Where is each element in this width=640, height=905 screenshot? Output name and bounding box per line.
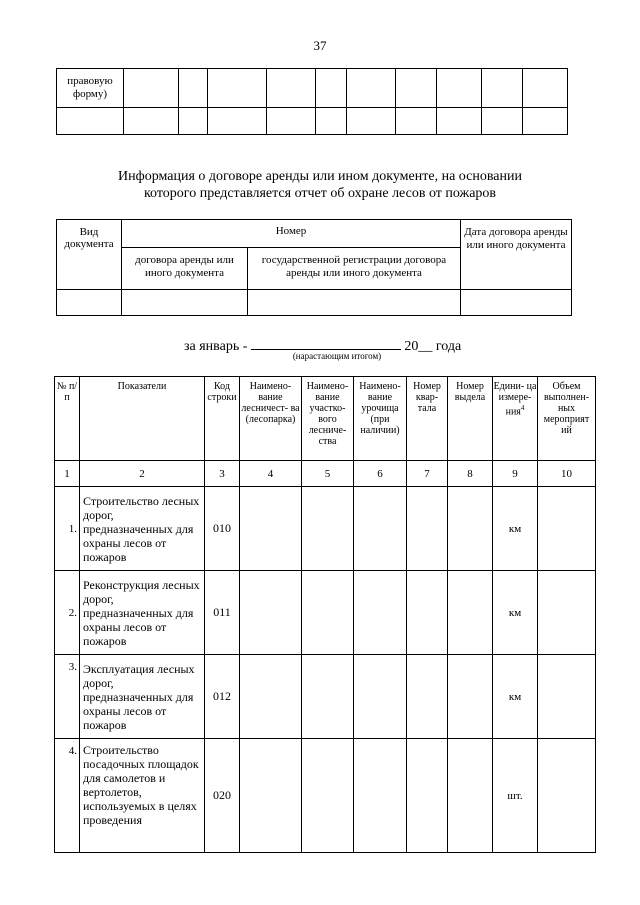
top-table-cell xyxy=(316,108,347,135)
header-text: Наимено- вание участко- вого лесниче- ства xyxy=(306,381,349,447)
row-unit: км xyxy=(493,571,538,655)
table-row xyxy=(55,571,596,655)
row-cell xyxy=(407,739,448,853)
top-table-cell xyxy=(482,108,523,135)
number-sub1-header xyxy=(122,248,248,290)
period-blank xyxy=(251,336,401,350)
header-text: Код строки xyxy=(207,381,237,403)
header-unit-text: Едини- ца измере- ния xyxy=(493,381,537,418)
row-code: 010 xyxy=(205,487,240,571)
header-cell-plot xyxy=(448,377,493,461)
row-indicator: Строительство лесных дорог, предназначенных для охраны лесов от пожаров xyxy=(80,487,205,571)
row-cell xyxy=(354,739,407,853)
table-row xyxy=(55,739,596,853)
row-cell xyxy=(407,655,448,739)
top-table-cell xyxy=(57,108,124,135)
row-indicator: Строительство посадочных площадок для самолетов и вертолетов, используемых в целях проведения xyxy=(80,739,205,853)
column-number: 5 xyxy=(302,461,354,487)
column-number: 4 xyxy=(240,461,302,487)
row-cell xyxy=(240,655,302,739)
page-number: 37 xyxy=(313,38,327,53)
row-indicator: Реконструкция лесных дорог, предназначенных для охраны лесов от пожаров xyxy=(80,571,205,655)
doc-table-cell xyxy=(122,290,248,316)
top-table-cell xyxy=(124,108,179,135)
row-cell xyxy=(538,571,596,655)
header-cell-unit xyxy=(493,377,538,461)
top-table-cell xyxy=(396,69,437,108)
column-number: 7 xyxy=(407,461,448,487)
row-cell xyxy=(448,487,493,571)
section-title-line2: которого представляется отчет об охране лесов от пожаров xyxy=(143,186,497,201)
row-cell xyxy=(302,571,354,655)
row-cell xyxy=(538,655,596,739)
header-text: Показатели xyxy=(117,381,167,392)
header-cell-district xyxy=(302,377,354,461)
header-text: Наимено- вание урочища (при наличии) xyxy=(359,381,401,436)
row-code: 012 xyxy=(205,655,240,739)
header-text: Номер квар- тала xyxy=(413,381,441,414)
section-title-line1: Информация о договоре аренды или ином документе, на основании xyxy=(118,169,522,184)
row-unit: км xyxy=(493,655,538,739)
row-number: 4. xyxy=(55,739,80,853)
row-unit: шт. xyxy=(493,739,538,853)
top-table-cell xyxy=(347,69,396,108)
table-row xyxy=(55,487,596,571)
doc-type-header xyxy=(57,220,122,290)
main-table xyxy=(54,376,596,853)
top-table-cell xyxy=(267,108,316,135)
top-table-cell xyxy=(437,108,482,135)
row-cell xyxy=(240,739,302,853)
top-table-cell xyxy=(179,69,208,108)
row-number: 3. xyxy=(55,655,80,739)
column-number: 3 xyxy=(205,461,240,487)
header-cell-tract xyxy=(354,377,407,461)
header-cell-volume xyxy=(538,377,596,461)
column-number: 1 xyxy=(55,461,80,487)
header-cell-forestry xyxy=(240,377,302,461)
column-number: 2 xyxy=(80,461,205,487)
column-number: 6 xyxy=(354,461,407,487)
doc-table-cell xyxy=(57,290,122,316)
document-info-table xyxy=(56,219,572,316)
row-cell xyxy=(302,655,354,739)
period-year: 20__ года xyxy=(404,339,462,354)
header-cell-code xyxy=(205,377,240,461)
header-row xyxy=(55,377,596,461)
section-title xyxy=(60,168,580,202)
number-sub1-text: договора аренды или иного документа xyxy=(135,254,234,279)
header-text xyxy=(493,377,537,417)
row-cell xyxy=(538,739,596,853)
top-table-cell xyxy=(437,69,482,108)
top-table-cell xyxy=(124,69,179,108)
date-header-text: Дата договора аренды или иного документа xyxy=(464,226,568,251)
top-table-cell xyxy=(316,69,347,108)
row-cell xyxy=(302,487,354,571)
column-number: 8 xyxy=(448,461,493,487)
row-number: 1. xyxy=(55,487,80,571)
number-sub2-header xyxy=(248,248,461,290)
row-cell xyxy=(407,571,448,655)
row-cell xyxy=(354,655,407,739)
top-table-label: правовую форму) xyxy=(67,75,113,100)
top-table-cell xyxy=(208,108,267,135)
row-unit: км xyxy=(493,487,538,571)
doc-table-cell xyxy=(461,290,572,316)
column-number: 9 xyxy=(493,461,538,487)
row-cell xyxy=(240,571,302,655)
header-text: Объем выполнен- ных мероприят ий xyxy=(543,381,590,436)
top-table-cell xyxy=(347,108,396,135)
row-cell xyxy=(407,487,448,571)
row-code: 020 xyxy=(205,739,240,853)
header-text: Наимено- вание лесничест- ва (лесопарка) xyxy=(241,381,300,425)
doc-table-cell xyxy=(248,290,461,316)
unit-footnote: 4 xyxy=(520,404,525,412)
number-sub2-text: государственной регистрации договора аренды или иного документа xyxy=(261,254,447,279)
date-header xyxy=(461,220,572,290)
row-cell xyxy=(354,487,407,571)
top-table xyxy=(56,68,568,135)
row-cell xyxy=(240,487,302,571)
header-text: Номер выдела xyxy=(454,381,486,403)
row-cell xyxy=(302,739,354,853)
column-number-row xyxy=(55,461,596,487)
number-header xyxy=(122,220,461,248)
top-table-cell xyxy=(482,69,523,108)
period-prefix: за январь - xyxy=(184,339,251,354)
row-number: 2. xyxy=(55,571,80,655)
top-table-label-cell xyxy=(57,69,124,108)
row-indicator: Эксплуатация лесных дорог, предназначенных для охраны лесов от пожаров xyxy=(80,655,205,739)
doc-type-header-text: Вид документа xyxy=(64,226,114,250)
row-cell xyxy=(448,655,493,739)
top-table-cell xyxy=(523,69,568,108)
row-cell xyxy=(538,487,596,571)
row-cell xyxy=(448,739,493,853)
top-table-cell xyxy=(523,108,568,135)
top-table-cell xyxy=(179,108,208,135)
header-cell-n xyxy=(55,377,80,461)
top-table-cell xyxy=(208,69,267,108)
row-cell xyxy=(354,571,407,655)
header-text: № п/п xyxy=(56,381,78,403)
header-cell-quarter xyxy=(407,377,448,461)
cumulative-note: (нарастающим итогом) xyxy=(292,351,382,361)
number-header-text: Номер xyxy=(275,225,307,237)
header-cell-indicator xyxy=(80,377,205,461)
table-row xyxy=(55,655,596,739)
top-table-cell xyxy=(267,69,316,108)
row-cell xyxy=(448,571,493,655)
column-number: 10 xyxy=(538,461,596,487)
row-code: 011 xyxy=(205,571,240,655)
top-table-cell xyxy=(396,108,437,135)
